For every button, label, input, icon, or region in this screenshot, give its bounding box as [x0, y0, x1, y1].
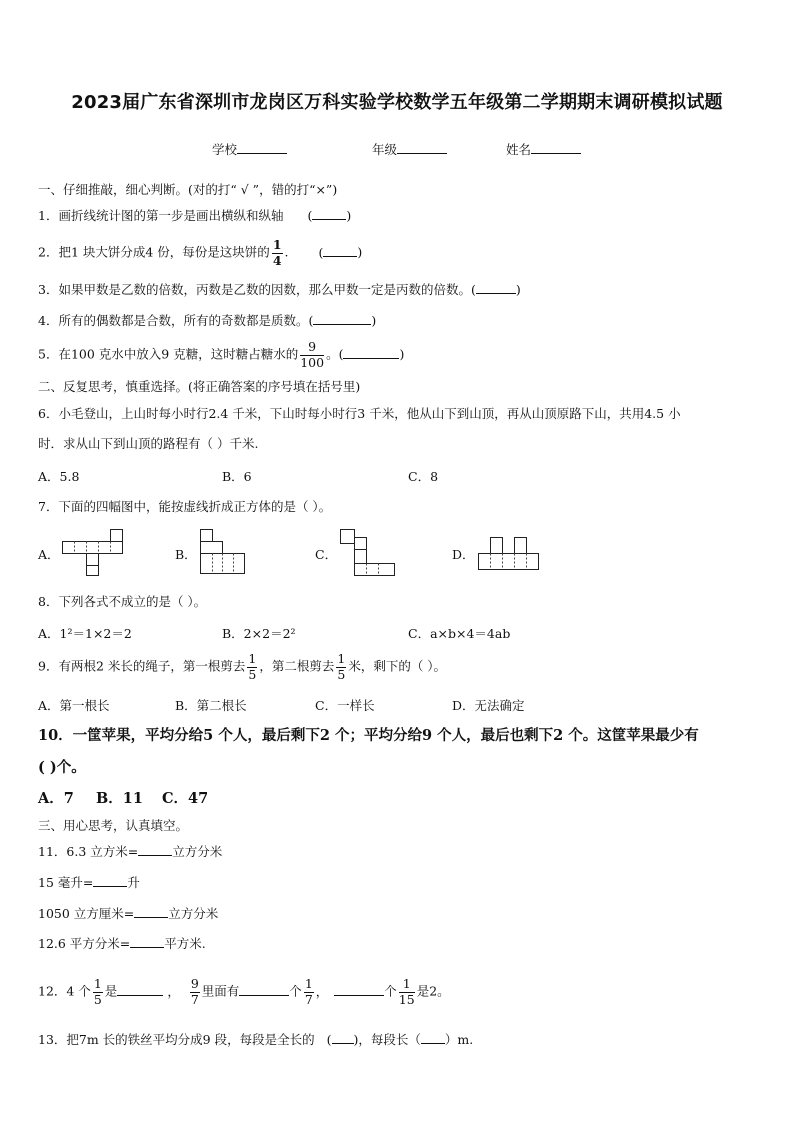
q5-answer[interactable]	[343, 346, 399, 359]
q12-answer-1[interactable]	[117, 983, 163, 996]
q10-line-1: 10．一筐苹果，平均分给5 个人，最后剩下2 个；平均分给9 个人，最后也剩下2 个。这筐苹果最少有	[38, 727, 699, 744]
q9-fraction-2: $\frac{1}{5}$	[337, 651, 346, 682]
q11-b-answer[interactable]	[93, 874, 127, 887]
q7-option-d[interactable]: D．	[452, 547, 475, 562]
grade-field[interactable]	[372, 141, 447, 159]
section-3-heading: 三、用心思考，认真填空。	[38, 818, 189, 833]
q10-option-a[interactable]: A．7	[38, 790, 74, 807]
q11-c-answer[interactable]	[134, 905, 168, 918]
q12-answer-2[interactable]	[239, 983, 289, 996]
grade-label: 年级	[372, 142, 398, 157]
q7-net-b	[200, 529, 248, 577]
section-2-heading: 二、反复思考，慎重选择。(将正确答案的序号填在括号里)	[38, 379, 361, 394]
q11-b: 15 毫升= 升	[38, 875, 140, 890]
q7-option-c[interactable]: C．	[315, 547, 338, 562]
q6-option-c[interactable]: C．8	[408, 469, 439, 484]
q7-text: 7．下面的四幅图中，能按虚线折成正方体的是（ ）。	[38, 499, 332, 514]
q3-answer[interactable]	[476, 281, 516, 294]
question-13: 13．把7m 长的铁丝平均分成9 段，每段是全长的 ( )，每段长（ ）m.	[38, 1032, 474, 1047]
q7-net-d	[478, 535, 542, 573]
q7-net-c	[340, 529, 398, 577]
section-1-heading: 一、仔细推敲，细心判断。(对的打“ √ ”，错的打“×”)	[38, 182, 338, 197]
q2-text: 2．把1 块大饼分成4 份，每份是这块饼的	[38, 244, 270, 260]
q10-option-c[interactable]: C．47	[162, 790, 209, 807]
question-5: 5．在100 克水中放入9 克糖，这时糖占糖水的 $\frac{9}{100}$ 。( )	[38, 339, 405, 370]
q1-answer[interactable]	[312, 207, 346, 220]
q12-fraction-1: $\frac{1}{5}$	[93, 976, 102, 1007]
q11-d: 12.6 平方分米= 平方米.	[38, 936, 206, 951]
q4-answer[interactable]	[313, 312, 371, 325]
q9-option-b[interactable]: B．第二根长	[175, 698, 247, 713]
name-blank[interactable]	[531, 141, 581, 154]
name-label: 姓名	[506, 142, 532, 157]
q2-fraction: $\frac{1}{4}$	[272, 237, 282, 268]
q5-fraction: $\frac{9}{100}$	[300, 339, 325, 370]
school-field[interactable]	[212, 141, 287, 159]
q10-line-2: ( )个。	[38, 759, 86, 776]
school-blank[interactable]	[237, 141, 287, 154]
q7-option-a[interactable]: A．	[38, 547, 60, 562]
q11-a: 11．6.3 立方米= 立方分米	[38, 844, 223, 859]
question-3: 3．如果甲数是乙数的倍数，丙数是乙数的因数，那么甲数一定是丙数的倍数。( )	[38, 282, 521, 297]
q10-option-b[interactable]: B．11	[96, 790, 143, 807]
question-12: 12．4 个 $\frac{1}{5}$ 是 ， $\frac{9}{7}$ 里面有 个 $\frac{1}{7}$ ， 个 $\frac{1}{15}$ 是2。	[38, 976, 450, 1007]
page-title: 2023届广东省深圳市龙岗区万科实验学校数学五年级第二学期期末调研模拟试题	[71, 92, 723, 113]
q7-net-a	[62, 529, 126, 577]
q9-option-c[interactable]: C．一样长	[315, 698, 375, 713]
question-4: 4．所有的偶数都是合数，所有的奇数都是质数。( )	[38, 313, 377, 328]
q8-option-b[interactable]: B．2×2＝2²	[222, 626, 296, 641]
q7-option-b[interactable]: B．	[175, 547, 197, 562]
q6-line-1: 6．小毛登山，上山时每小时行2.4 千米，下山时每小时行3 千米，他从山下到山顶，再从山顶原路下山，共用4.5 小	[38, 406, 681, 421]
q8-text: 8．下列各式不成立的是（ ）。	[38, 594, 207, 609]
question-9: 9．有两根2 米长的绳子，第一根剪去 $\frac{1}{5}$ ，第二根剪去 $\frac{1}{5}$ 米，剩下的（ ）。	[38, 651, 447, 682]
q6-option-a[interactable]: A．5.8	[38, 469, 80, 484]
q6-line-2: 时．求从山下到山顶的路程有（ ）千米.	[38, 436, 259, 451]
q12-fraction-2: $\frac{9}{7}$	[190, 976, 199, 1007]
grade-blank[interactable]	[397, 141, 447, 154]
q11-a-answer[interactable]	[138, 843, 172, 856]
q12-fraction-3: $\frac{1}{7}$	[304, 976, 313, 1007]
q2-answer[interactable]	[323, 244, 357, 257]
q12-answer-3[interactable]	[334, 983, 384, 996]
q8-option-c[interactable]: C．a×b×4＝4ab	[408, 626, 511, 641]
q13-answer-1[interactable]	[332, 1031, 354, 1044]
q9-option-a[interactable]: A．第一根长	[38, 698, 110, 713]
q6-option-b[interactable]: B．6	[222, 469, 252, 484]
q9-option-d[interactable]: D．无法确定	[452, 698, 525, 713]
q8-option-a[interactable]: A．1²＝1×2＝2	[38, 626, 132, 641]
q9-fraction-1: $\frac{1}{5}$	[248, 651, 257, 682]
name-field[interactable]	[506, 141, 581, 159]
q11-c: 1050 立方厘米= 立方分米	[38, 906, 219, 921]
q12-fraction-4: $\frac{1}{15}$	[398, 976, 415, 1007]
q13-answer-2[interactable]	[421, 1031, 445, 1044]
q11-d-answer[interactable]	[130, 935, 164, 948]
school-label: 学校	[212, 142, 238, 157]
question-2: 2．把1 块大饼分成4 份，每份是这块饼的 $\frac{1}{4}$ . ( )	[38, 237, 363, 268]
question-1: 1．画折线统计图的第一步是画出横纵和纵轴 ( )	[38, 208, 352, 223]
q1-text: 1．画折线统计图的第一步是画出横纵和纵轴	[38, 208, 284, 223]
